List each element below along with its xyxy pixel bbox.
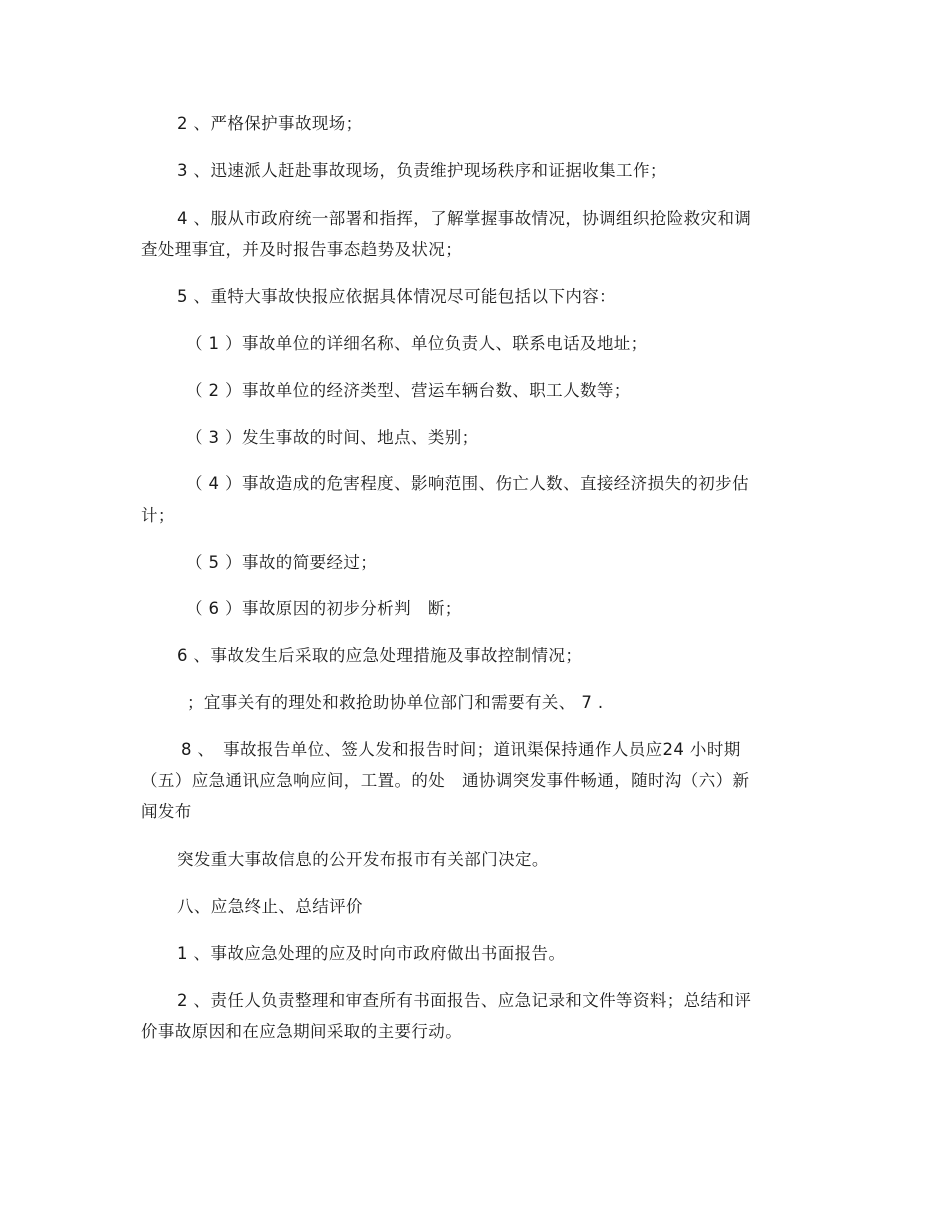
text-line: （ 1 ）事故单位的详细名称、单位负责人、联系电话及地址； — [186, 334, 648, 353]
text-line: 突发重大事故信息的公开发布报市有关部门决定。 — [177, 850, 549, 869]
text-line: 闻发布 — [141, 802, 192, 821]
text-line: ；宜事关有的理处和救抢助协单位部门和需要有关、 7 . — [187, 693, 604, 712]
text-line: （ 2 ）事故单位的经济类型、营运车辆台数、职工人数等； — [186, 381, 631, 400]
text-line: 1 、事故应急处理的应及时向市政府做出书面报告。 — [177, 944, 566, 963]
text-line: （ 3 ）发生事故的时间、地点、类别； — [186, 428, 479, 447]
text-line: 6 、事故发生后采取的应急处理措施及事故控制情况； — [177, 646, 583, 665]
text-line: 八、应急终止、总结评价 — [177, 897, 363, 916]
text-line: 2 、责任人负责整理和审查所有书面报告、应急记录和文件等资料；总结和评 — [177, 991, 752, 1010]
text-line: 价事故原因和在应急期间采取的主要行动。 — [141, 1022, 463, 1041]
text-line: 3 、迅速派人赶赴事故现场，负责维护现场秩序和证据收集工作； — [177, 161, 667, 180]
text-line: 2 、严格保护事故现场； — [177, 114, 363, 133]
text-line: 查处理事宜，并及时报告事态趋势及状况； — [141, 240, 463, 259]
text-line: （ 6 ）事故原因的初步分析判 断； — [186, 599, 462, 618]
text-line: （ 4 ）事故造成的危害程度、影响范围、伤亡人数、直接经济损失的初步估 — [186, 474, 749, 493]
text-line: 4 、服从市政府统一部署和指挥，了解掌握事故情况，协调组织抢险救灾和调 — [177, 209, 752, 228]
text-line: （五）应急通讯应急响应间，工置。的处 通协调突发事件畅通，随时沟（六）新 — [141, 771, 750, 790]
text-line: 8 、 事故报告单位、签人发和报告时间；道讯渠保持通作人员应24 小时期 — [181, 740, 741, 759]
text-line: （ 5 ）事故的简要经过； — [186, 553, 378, 572]
text-line: 5 、重特大事故快报应依据具体情况尽可能包括以下内容： — [177, 287, 617, 306]
text-line: 计； — [141, 506, 175, 525]
